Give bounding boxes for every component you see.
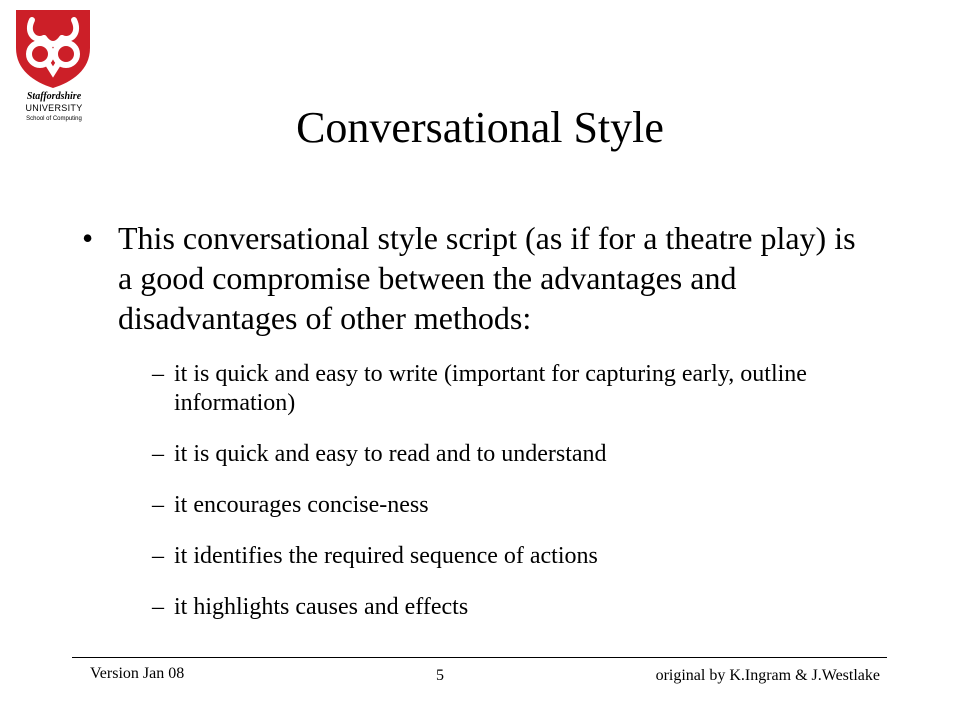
dash-marker: – bbox=[152, 594, 164, 620]
shield-icon bbox=[14, 8, 92, 90]
sub-bullet-text: it is quick and easy to read and to understand bbox=[174, 441, 607, 467]
page-number: 5 bbox=[436, 667, 444, 684]
logo-name: Staffordshire bbox=[26, 91, 82, 102]
logo-university: UNIVERSITY bbox=[25, 103, 83, 113]
sub-bullet-text: it identifies the required sequence of actions bbox=[174, 543, 598, 569]
dash-marker: – bbox=[152, 492, 164, 518]
main-bullet bbox=[82, 218, 872, 338]
list-item bbox=[152, 542, 872, 571]
bullet-marker: • bbox=[82, 220, 94, 256]
dash-marker: – bbox=[152, 441, 164, 467]
slide-content bbox=[82, 218, 872, 644]
sub-bullet-text: it is quick and easy to write (important for capturing early, outline information) bbox=[174, 361, 807, 416]
sub-bullet-list bbox=[152, 360, 872, 622]
list-item bbox=[152, 440, 872, 469]
main-bullet-text: This conversational style script (as if for a theatre play) is a good compromise between the advantages and disadvantages of other methods: bbox=[118, 220, 856, 336]
footer-version: Version Jan 08 bbox=[90, 665, 185, 682]
footer-credit: original by K.Ingram & J.Westlake bbox=[655, 667, 880, 684]
logo-school: School of Computing bbox=[26, 116, 82, 122]
footer-divider bbox=[72, 657, 887, 658]
sub-bullet-text: it encourages concise-ness bbox=[174, 492, 429, 518]
sub-bullet-text: it highlights causes and effects bbox=[174, 594, 469, 620]
list-item bbox=[152, 593, 872, 622]
dash-marker: – bbox=[152, 543, 164, 569]
list-item bbox=[152, 491, 872, 520]
slide-title: Conversational Style bbox=[296, 103, 664, 152]
list-item bbox=[152, 360, 872, 418]
dash-marker: – bbox=[152, 361, 164, 387]
